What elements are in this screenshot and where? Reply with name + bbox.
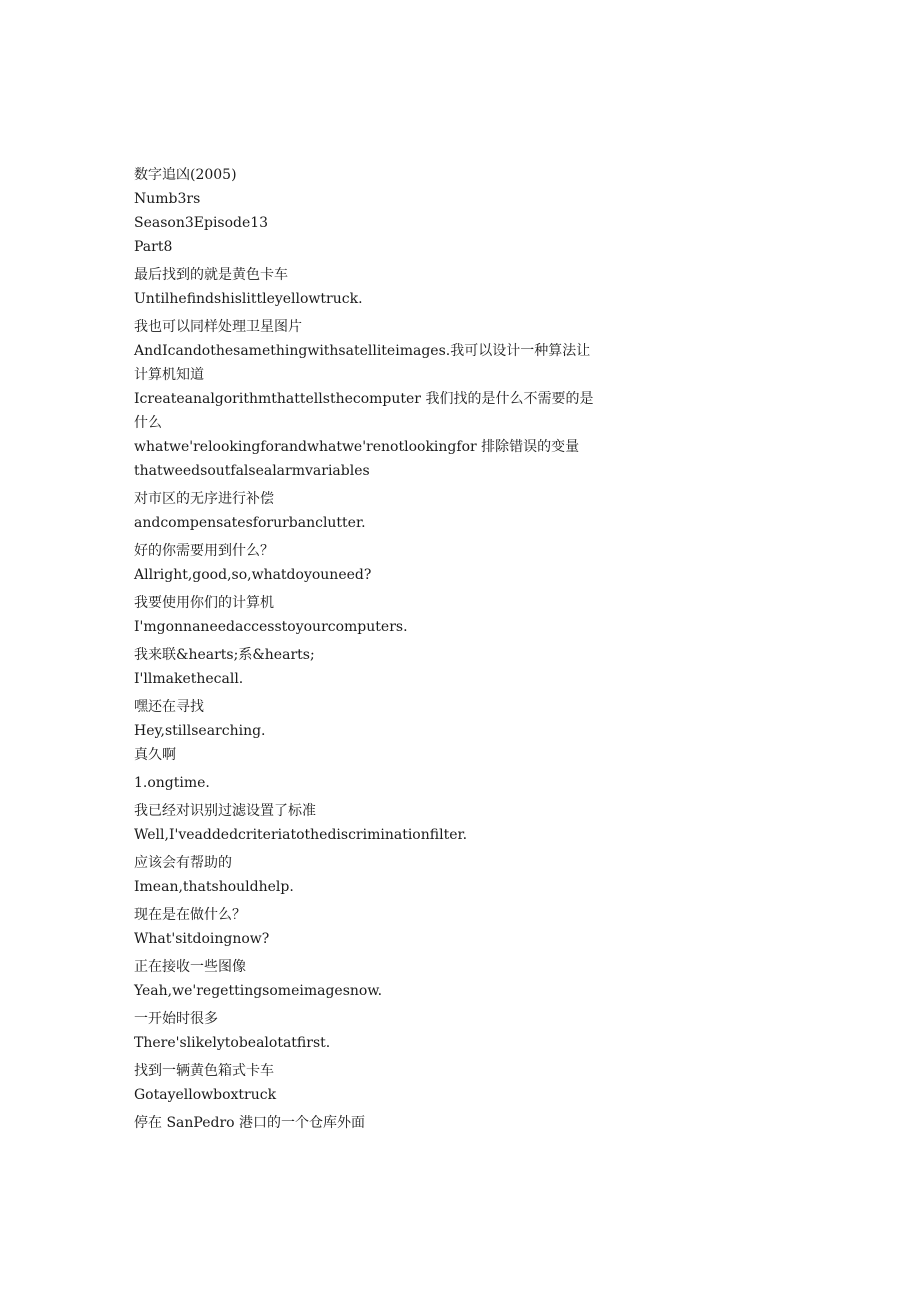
transcript-line: 1.ongtime. xyxy=(134,775,210,791)
transcript-line: Allright,good,so,whatdoyouneed? xyxy=(134,567,372,583)
transcript-line: There'slikelytobealotatfirst. xyxy=(134,1035,331,1051)
transcript-line: 好的你需要用到什么？ xyxy=(134,543,274,559)
transcript-line: 我要使用你们的计算机 xyxy=(134,595,274,611)
show-name: Numb3rs xyxy=(134,191,201,207)
transcript-line: Imean,thatshouldhelp. xyxy=(134,879,294,895)
transcript-line: 对市区的无序进行补偿 xyxy=(134,491,274,507)
transcript-line: Gotayellowboxtruck xyxy=(134,1087,277,1103)
transcript-line: 找到一辆黄色箱式卡车 xyxy=(134,1063,274,1079)
transcript-line: whatwe'relookingforandwhatwe'renotlookingfor 排除错误的变量 xyxy=(134,439,580,455)
transcript-line: thatweedsoutfalsealarmvariables xyxy=(134,463,370,479)
part-label: Part8 xyxy=(134,239,173,255)
transcript-line: AndIcandothesamethingwithsatelliteimages.我可以设计一种算法让计算机知道 xyxy=(134,343,591,383)
transcript-line: Yeah,we'regettingsomeimagesnow. xyxy=(134,983,383,999)
transcript-line: 我已经对识别过滤设置了标准 xyxy=(134,803,316,819)
episode-label: Season3Episode13 xyxy=(134,215,269,231)
transcript-line: 正在接收一些图像 xyxy=(134,959,246,975)
transcript-line: Untilhefindshislittleyellowtruck. xyxy=(134,291,363,307)
transcript-line: andcompensatesforurbanclutter. xyxy=(134,515,366,531)
transcript-line: 我来联&hearts;系&hearts; xyxy=(134,647,315,663)
transcript-line: I'llmakethecall. xyxy=(134,671,244,687)
doc-title: 数字追凶(2005) xyxy=(134,167,237,183)
transcript-line: Well,I'veaddedcriteriatothediscriminationfilter. xyxy=(134,827,468,843)
transcript-line: 现在是在做什么？ xyxy=(134,907,246,923)
transcript-line: Icreateanalgorithmthattellsthecomputer 我们找的是什么不需要的是什么 xyxy=(134,391,594,431)
transcript-line: 我也可以同样处理卫星图片 xyxy=(134,319,302,335)
transcript-line: 真久啊 xyxy=(134,747,176,763)
transcript-line: 一开始时很多 xyxy=(134,1011,218,1027)
transcript-line: I'mgonnaneedaccesstoyourcomputers. xyxy=(134,619,408,635)
transcript-line: What'sitdoingnow? xyxy=(134,931,270,947)
transcript-line: 嘿还在寻找 xyxy=(134,699,204,715)
transcript-line: 应该会有帮助的 xyxy=(134,855,232,871)
transcript-line: Hey,stillsearching. xyxy=(134,723,266,739)
transcript-line: 最后找到的就是黄色卡车 xyxy=(134,267,288,283)
transcript-body xyxy=(134,163,604,1135)
transcript-line: 停在 SanPedro 港口的一个仓库外面 xyxy=(134,1115,366,1131)
